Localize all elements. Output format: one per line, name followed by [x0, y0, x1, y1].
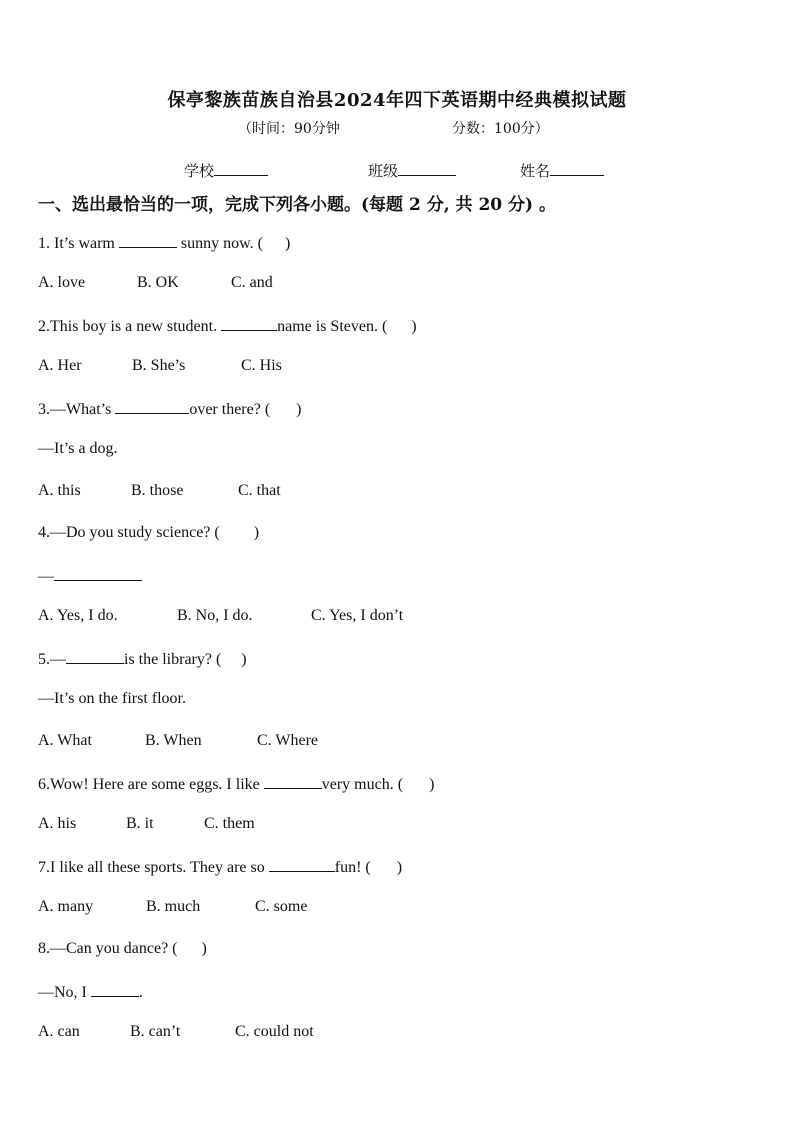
options-4: [38, 607, 403, 625]
question-stem: 6.Wow! Here are some eggs. I like: [38, 776, 260, 793]
options-1: [38, 274, 273, 292]
question-stem: 1. It’s warm: [38, 235, 115, 252]
answer-blank[interactable]: [66, 649, 124, 664]
section-heading: 一、选出最恰当的一项，完成下列各小题。(每题 2 分, 共 20 分) 。: [38, 195, 557, 215]
option-a[interactable]: A. love: [38, 274, 86, 291]
option-b[interactable]: B. No, I do.: [177, 607, 253, 624]
question-stem: is the library? (: [124, 651, 222, 668]
options-3: [38, 482, 281, 500]
option-a[interactable]: A. What: [38, 732, 92, 749]
question-stem: over there? (: [189, 401, 271, 418]
paren-close: ): [411, 318, 417, 335]
options-7: [38, 898, 307, 916]
school-field: [184, 160, 268, 181]
question-7: [38, 857, 402, 877]
option-c[interactable]: C. Yes, I don’t: [311, 607, 404, 624]
reply-text: —No, I: [38, 984, 87, 1001]
question-stem: 4.—Do you study science? (: [38, 524, 220, 541]
paren-close: ): [253, 524, 260, 541]
option-b[interactable]: B. She’s: [132, 357, 186, 374]
paren-close: ): [429, 776, 435, 793]
paren-close: ): [201, 940, 207, 957]
options-2: [38, 357, 282, 375]
question-5: [38, 649, 247, 669]
answer-blank[interactable]: [115, 399, 189, 414]
class-field: [368, 160, 456, 181]
reply-8: [38, 982, 143, 1002]
answer-blank[interactable]: [264, 774, 322, 789]
option-b[interactable]: B. it: [126, 815, 154, 832]
question-2: [38, 316, 417, 336]
options-8: [38, 1023, 314, 1041]
option-a[interactable]: A. Her: [38, 357, 82, 374]
answer-blank[interactable]: [119, 233, 177, 248]
option-a[interactable]: A. this: [38, 482, 81, 499]
class-blank[interactable]: [398, 161, 456, 176]
school-label: 学校: [184, 162, 215, 180]
options-6: [38, 815, 255, 833]
question-6: [38, 774, 434, 794]
name-blank[interactable]: [550, 161, 604, 176]
option-c[interactable]: C. could not: [235, 1023, 314, 1040]
option-c[interactable]: C. that: [238, 482, 281, 499]
paren-close: ): [396, 859, 403, 876]
option-b[interactable]: B. When: [145, 732, 202, 749]
paren-close: ): [241, 651, 247, 668]
question-stem: name is Steven. (: [277, 318, 388, 335]
answer-blank[interactable]: [91, 982, 139, 997]
total-score: 分数：100分）: [452, 121, 549, 137]
reply-4: [38, 566, 142, 586]
question-stem: fun! (: [334, 859, 371, 876]
option-c[interactable]: C. and: [231, 274, 273, 291]
paren-close: ): [284, 235, 291, 252]
option-a[interactable]: A. can: [38, 1023, 80, 1040]
option-b[interactable]: B. OK: [137, 274, 179, 291]
option-a[interactable]: A. many: [38, 898, 94, 915]
option-c[interactable]: C. His: [241, 357, 282, 374]
option-b[interactable]: B. much: [146, 898, 201, 915]
question-stem: 5.—: [38, 651, 66, 668]
school-blank[interactable]: [214, 161, 268, 176]
options-5: [38, 732, 318, 750]
paren-close: ): [296, 401, 302, 418]
reply-text: .: [138, 984, 143, 1001]
question-stem: sunny now. (: [180, 235, 263, 252]
question-stem: 2.This boy is a new student.: [38, 318, 218, 335]
option-c[interactable]: C. some: [255, 898, 308, 915]
option-c[interactable]: C. them: [204, 815, 255, 832]
reply-3: —It’s a dog.: [38, 440, 118, 457]
class-label: 班级: [368, 162, 399, 180]
question-stem: 3.—What’s: [38, 401, 112, 418]
question-8: [38, 940, 207, 958]
option-a[interactable]: A. his: [38, 815, 77, 832]
reply-5: —It’s on the first floor.: [38, 690, 186, 707]
answer-blank[interactable]: [269, 857, 335, 872]
time-limit: （时间：90分钟: [238, 121, 340, 137]
reply-dash: —: [38, 568, 54, 585]
name-label: 姓名: [520, 162, 551, 180]
question-stem: 8.—Can you dance? (: [38, 940, 178, 957]
answer-blank[interactable]: [221, 316, 277, 331]
name-field: [520, 160, 604, 181]
option-b[interactable]: B. can’t: [130, 1023, 181, 1040]
option-b[interactable]: B. those: [131, 482, 184, 499]
question-stem: very much. (: [321, 776, 404, 793]
exam-title: 保亭黎族苗族自治县2024年四下英语期中经典模拟试题: [167, 90, 627, 111]
question-3: [38, 399, 302, 419]
question-1: [38, 233, 290, 253]
answer-blank[interactable]: [54, 566, 142, 581]
option-a[interactable]: A. Yes, I do.: [38, 607, 118, 624]
option-c[interactable]: C. Where: [257, 732, 319, 749]
question-stem: 7.I like all these sports. They are so: [38, 859, 265, 876]
question-4: [38, 524, 259, 542]
